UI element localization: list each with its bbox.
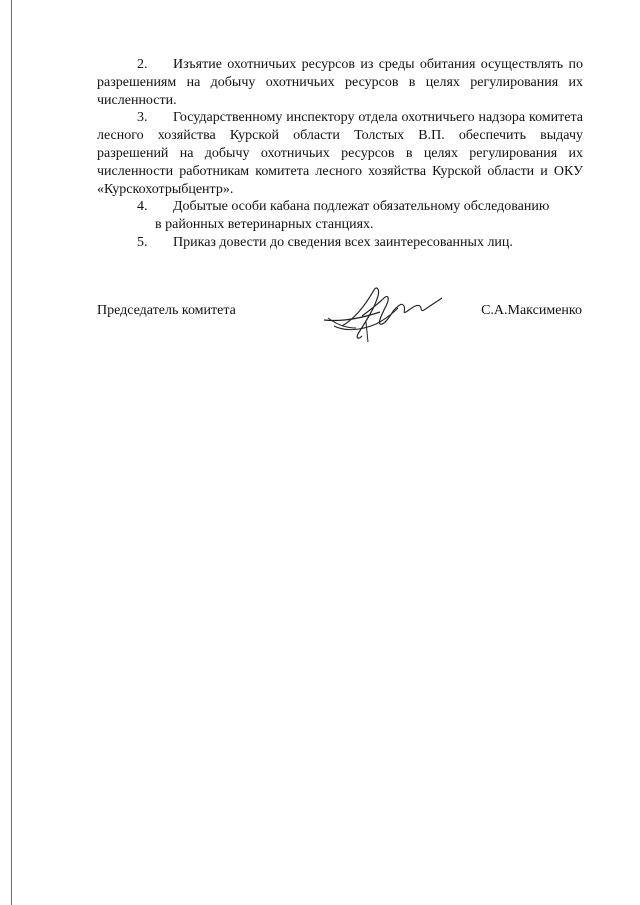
item-number: 5.	[137, 234, 148, 250]
scan-border-line	[11, 0, 12, 905]
item-number: 4.	[137, 199, 148, 215]
item-text-continuation: в районных ветеринарных станциях.	[155, 217, 374, 233]
signatory-name: С.А.Максименко	[481, 303, 582, 318]
handwritten-signature	[322, 282, 444, 346]
item-number: 3.	[137, 110, 148, 126]
item-text: Государственному инспектору отдела охотничьего надзора комитета лесного хозяйства Курской области Толстых В.П. обеспечить выдачу разрешений на добычу охотничьих ресурсов в целях регулирования их численности работникам комитета лесного хозяйства Курской области и ОКУ «Курскохотрыбцентр».	[97, 110, 583, 197]
order-item-2	[97, 56, 583, 109]
item-text: Добытые особи кабана подлежат обязательному обследованию	[173, 199, 550, 215]
order-item-4	[97, 198, 583, 234]
order-item-5	[97, 234, 583, 252]
item-text: Изъятие охотничьих ресурсов из среды обитания осуществлять по разрешениям на добычу охотничьих ресурсов в целях регулирования их численности.	[97, 57, 583, 108]
order-item-3	[97, 109, 583, 198]
signatory-title: Председатель комитета	[97, 303, 236, 318]
item-number: 2.	[137, 57, 148, 72]
order-items	[97, 56, 583, 252]
item-text: Приказ довести до сведения всех заинтересованных лиц.	[173, 234, 513, 250]
